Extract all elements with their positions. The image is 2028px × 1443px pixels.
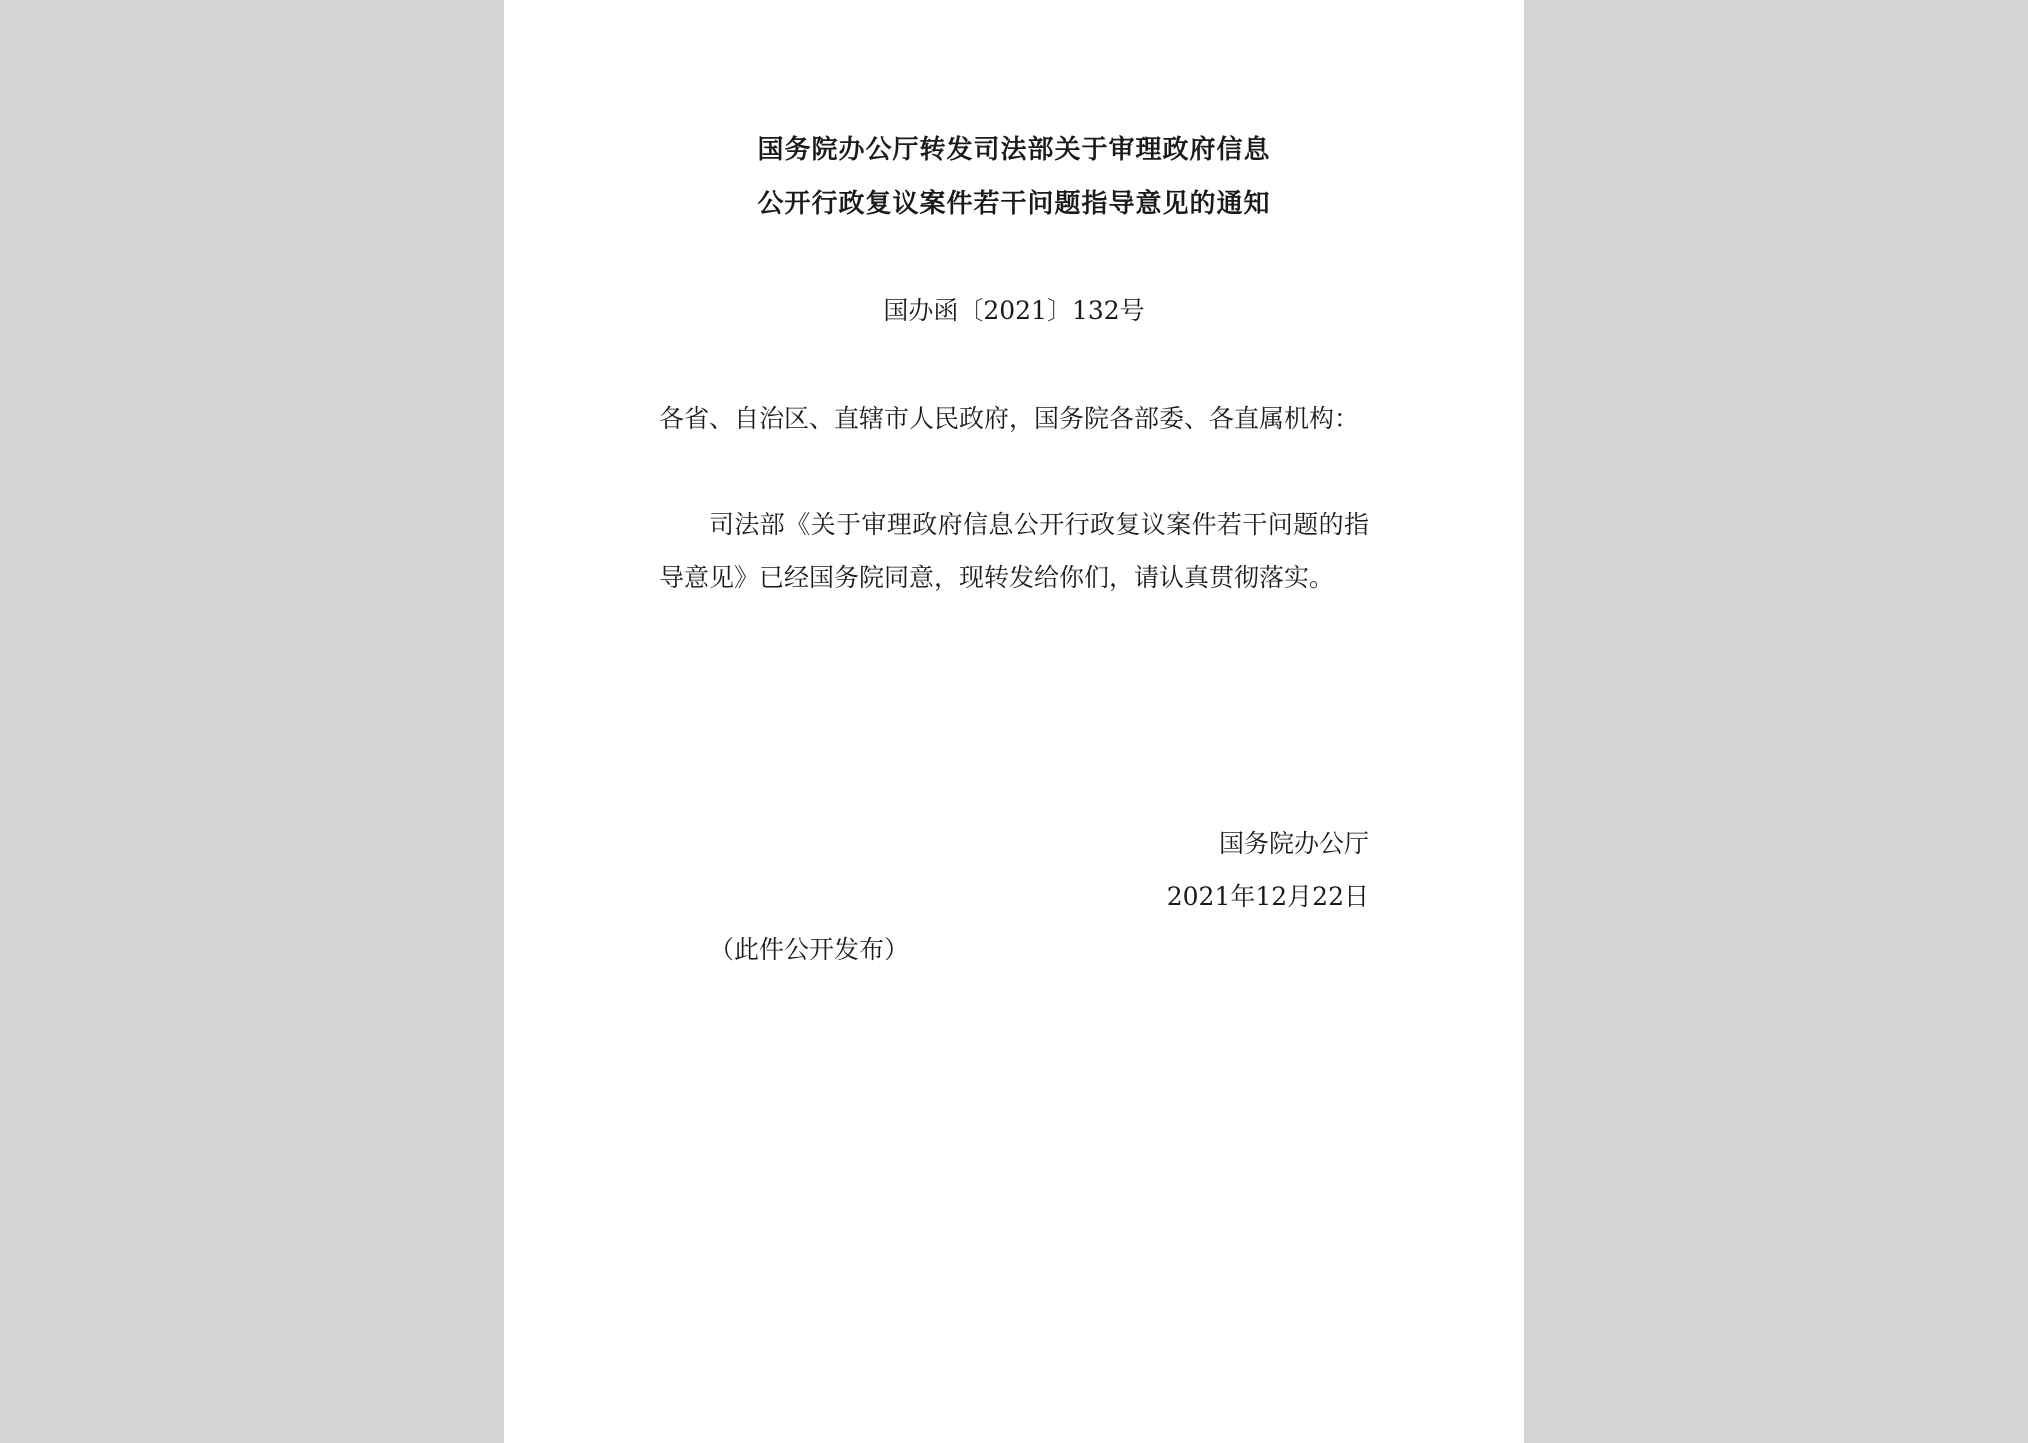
issue-date: 2021年12月22日 [1166, 882, 1369, 911]
body-paragraph: 司法部《关于审理政府信息公开行政复议案件若干问题的指导意见》已经国务院同意，现转发给你们，请认真贯彻落实。 [659, 510, 1369, 592]
document-title-line1: 国务院办公厅转发司法部关于审理政府信息 [757, 135, 1271, 165]
publication-note: （此件公开发布） [709, 935, 910, 964]
document-title-line2: 公开行政复议案件若干问题指导意见的通知 [757, 189, 1271, 219]
document-number: 国办函〔2021〕132号 [883, 296, 1145, 325]
addressee-paragraph: 各省、自治区、直辖市人民政府，国务院各部委、各直属机构： [659, 404, 1360, 433]
document-page [504, 0, 1524, 1443]
signer: 国务院办公厅 [1218, 829, 1369, 858]
